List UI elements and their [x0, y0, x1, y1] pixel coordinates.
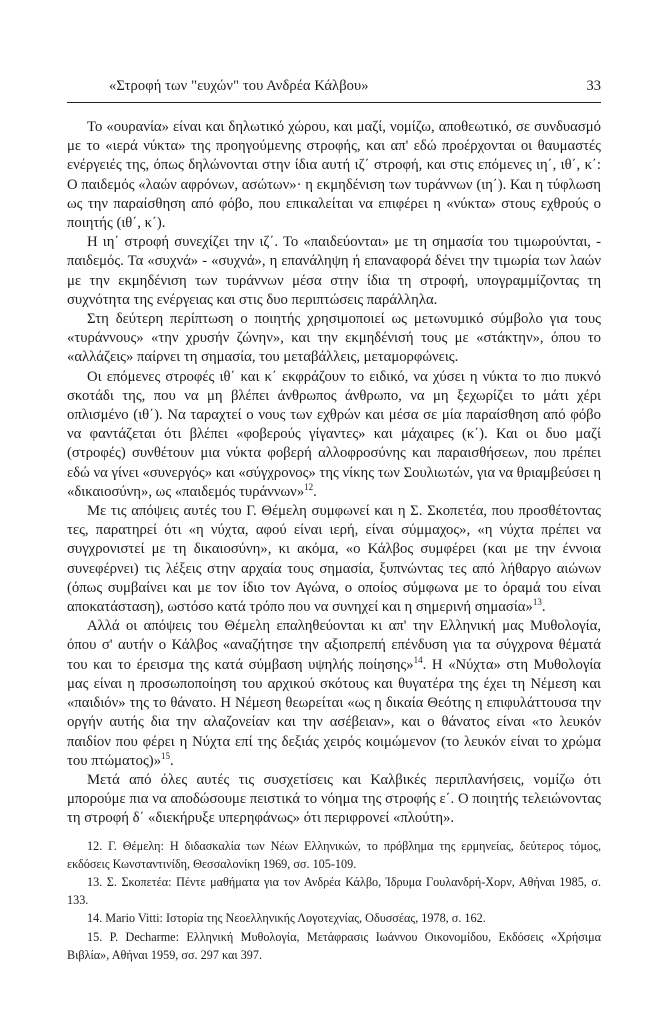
paragraph-text: . — [313, 483, 317, 500]
paragraph — [67, 310, 601, 368]
footnote: 13. Σ. Σκοπετέα: Πέντε μαθήματα για τον Ανδρέα Κάλβο, Ίδρυμα Γουλανδρή-Χορν, Αθήναι 1985, σ. 133. — [67, 875, 601, 907]
footnote-ref[interactable]: 15 — [161, 750, 171, 761]
paragraph-text: . — [541, 599, 546, 616]
paragraph — [67, 502, 601, 617]
footnote: 12. Γ. Θέμελη: Η διδασκαλία των Νέων Ελληνικών, το πρόβλημα της ερμηνείας, δεύτερος τόμος, εκδόσεις Κωνσταντινίδη, Θεσσαλονίκη 1969, σσ. 105-109. — [67, 839, 601, 871]
paragraph — [67, 233, 601, 310]
running-header — [67, 78, 601, 100]
paragraph-text: Η ιη΄ στροφή συνεχίζει την ιζ΄. Το «παιδεύονται» με τη σημασία του τιμωρούνται, - παιδεμός. Τα «συχνά» - «συχνά», η επανάληψη ή επαναφορά δένει την τιμωρία των λαών με την εκμηδένιση των τυράννων μέσα στην ίδια τη στροφή, υπογραμμίζοντας τη συχνότητα της ενέργειας και στις δυο περιπτώσεις παράλληλα. — [67, 234, 601, 308]
footnotes — [67, 838, 601, 964]
paragraph-text: Το «ουρανία» είναι και δηλωτικό χώρου, και μαζί, νομίζω, αποθεωτικό, σε συνδυασμό με το «ιερά νύκτα» της προηγούμενης στροφής, και απ' εδώ προέρχονται οι θαυμαστές ενέργειές της, όπως δηλώνονται στην ίδια αυτή ιζ΄ στροφή, και στις επόμενες ιη΄, ιθ΄, κ΄: Ο παιδεμός «λαών αφρόνων, ασώτων»· η εκμηδένιση των τυράννων (ιη΄). Και η τύφλωση ως την παραίσθηση από φόβο, που επικαλείται να επιφέρει η «νύκτα» στους εχθρούς ο ποιητής (ιθ΄, κ΄). — [67, 119, 601, 232]
footnote: 14. Mario Vitti: Ιστορία της Νεοελληνικής Λογοτεχνίας, Οδυσσέας, 1978, σ. 162. — [87, 911, 486, 926]
paragraph — [67, 617, 601, 771]
paragraph-text: . — [170, 752, 174, 769]
paragraph — [67, 118, 601, 233]
paragraph-text: Οι επόμενες στροφές ιθ΄ και κ΄ εκφράζουν το ειδικό, να χύσει η νύκτα το πιο πυκνό σκοτάδι της, που να μη βλέπει άνθρωπος άνθρωπο, να μη ξεχωρίζει το μάτι χέρι οπλισμένο (ιθ΄). Να ταραχτεί ο νους των εχθρών και μέσα σε μία παραίσθηση από φόβο να φαντάζεται ότι βλέπει «φοβερούς γίγαντες» και μάχαιρες (κ΄). Και οι δυο μαζί (στροφές) συνθέτουν μια νύκτα φοβερή αλλοφροσύνης και παραισθήσεων, που πρέπει εδώ να γίνει «συνεργός» και «σύγχρονος» της νίκης των Σουλιωτών, για να θριαμβεύσει η «δικαιοσύνη», ως «παιδεμός τυράννων» — [67, 368, 601, 500]
header-rule — [67, 102, 601, 103]
paragraph-text: Με τις απόψεις αυτές του Γ. Θέμελη συμφωνεί και η Σ. Σκοπετέα, που προσθέτοντας τες, παρατηρεί ότι «η νύχτα, αφού είναι ιερή, είναι σύμμαχος», «η νύχτα πρέπει να συγχρονιστεί με τη δικαιοσύνη», κι ακόμα, «ο Κάλβος συμφέρει (και με την έννοια συνεφέρνει) τις λέξεις στην αρχαία τους σημασία, ξυπνώντας τες από λήθαργο αιώνων (όπως συμβαίνει και με τον ίδιο τον Αγώνα, ο οποίος σύμφωνα με το όραμά του είναι αποκατάσταση), ωστόσο κατά τρόπο που να συνηχεί και η σημερινή σημασία» — [67, 503, 601, 616]
footnote-ref[interactable]: 13 — [532, 597, 542, 608]
paragraph-text: Αλλά οι απόψεις του Θέμελη επαληθεύονται κι απ' την Ελληνική μας Μυθολογία, όπου σ' αυτήν ο Κάλβος «αναζήτησε την αξιοπρεπή επένδυση για τα σύγχρονα θέματά του και το έρεισμα της κατά σύμβαση υψηλής ποίησης» — [67, 618, 601, 673]
paragraph-text: . Η «Νύχτα» στη Μυθολογία μας είναι η προσωποποίηση του αρχικού σκότους και θυγατέρα της έχει τη Νέμεση και «παιδιόν» της το θάνατο. Η Νέμεση θεωρείται «ως η δικαία Θεότης η επιφυλάττουσα την οργήν αυτής δια την αλαζονείαν και την ασέβειαν», και ο θάνατος είναι «το λευκόν παιδίον που φέρει η Νύχτα επί της δεξιάς χειρός κοιμώμενον (το λευκόν είναι το χρώμα του πτώματος)» — [67, 656, 601, 769]
body-text — [67, 118, 601, 829]
paragraph — [67, 368, 601, 502]
paragraph — [67, 771, 601, 829]
page-number: 33 — [586, 78, 601, 94]
paragraph-text: Μετά από όλες αυτές τις συσχετίσεις και Καλβικές περιπλανήσεις, νομίζω ότι μπορούμε πια να αποδώσουμε πειστικά το νόημα της στροφής ε΄. Ο ποιητής τελειώνοντας τη στροφή δ΄ «διεκήρυξε υπερηφάνως» ότι περιφρονεί «πλούτη». — [67, 771, 601, 827]
footnote: 15. Ρ. Decharme: Ελληνική Μυθολογία, Μετάφρασις Ιωάννου Οικονομίδου, Εκδόσεις «Χρήσιμα Βιβλία», Αθήναι 1959, σσ. 297 και 397. — [67, 929, 601, 962]
footnote-ref[interactable]: 12 — [304, 481, 314, 492]
paragraph-text: Στη δεύτερη περίπτωση ο ποιητής χρησιμοποιεί ως μετωνυμικό σύμβολο για τους «τυράννους» «την χρυσήν ζώνην», και την εκμηδένισή τους με «στάκτην», όπου το «αλλάζεις» παίρνει τη σημασία, του μεταβάλλεις, μεταμορφώνεις. — [67, 311, 601, 366]
running-title: «Στροφή των "ευχών" του Ανδρέα Κάλβου» — [109, 78, 369, 94]
footnote-ref[interactable]: 14 — [413, 654, 423, 665]
